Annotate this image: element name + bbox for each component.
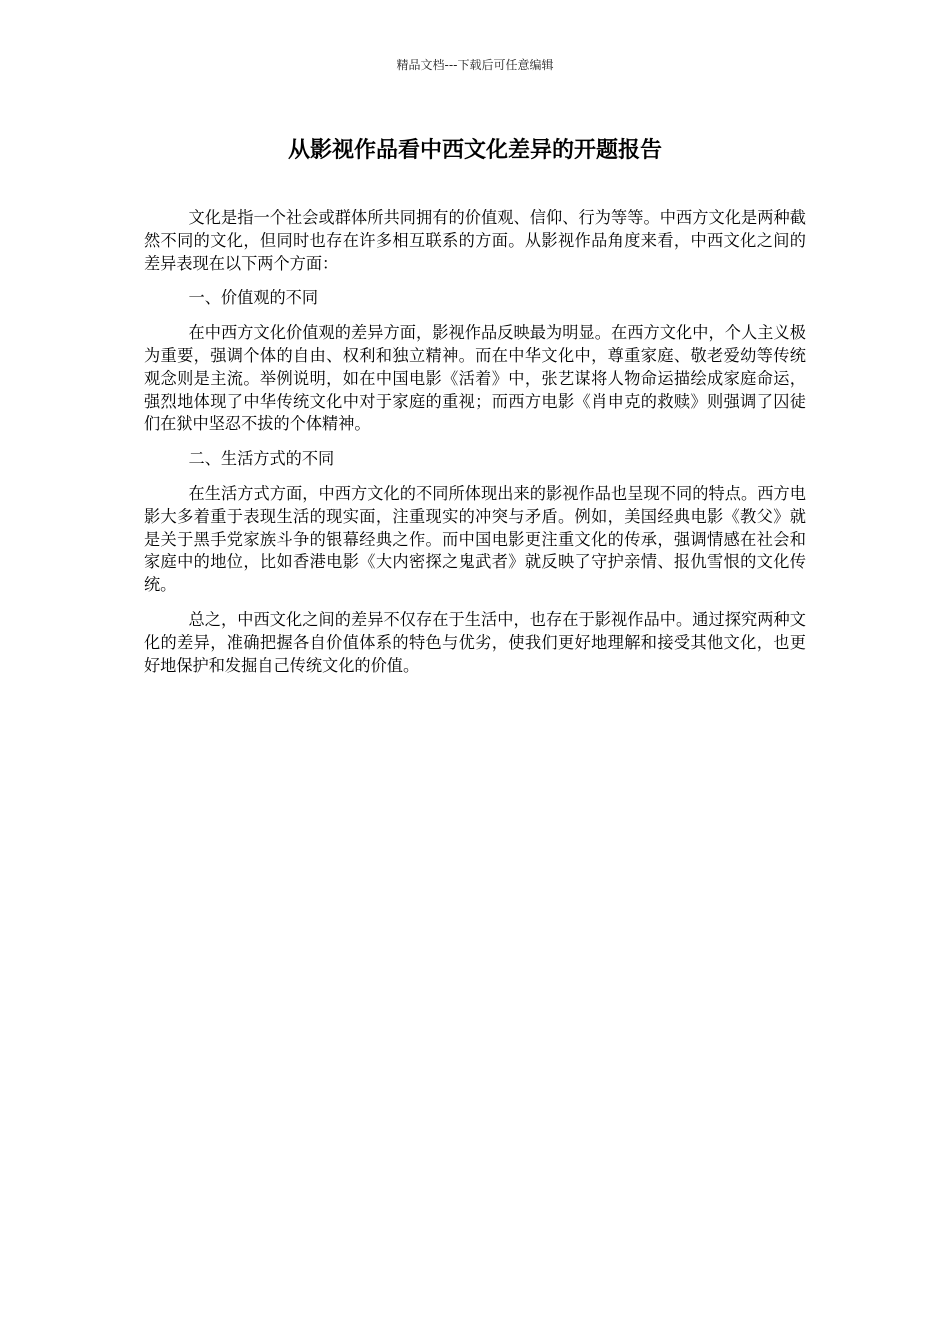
section-heading-lifestyle: 二、生活方式的不同: [188, 449, 335, 469]
intro-paragraph: 文化是指一个社会或群体所共同拥有的价值观、信仰、行为等等。中西方文化是两种截然不同的文化，但同时也存在许多相互联系的方面。从影视作品角度来看，中西文化之间的差异表现在以下两个方面：: [144, 208, 806, 273]
document-title: 从影视作品看中西文化差异的开题报告: [287, 138, 662, 163]
section-body-values: 在中西方文化价值观的差异方面，影视作品反映最为明显。在西方文化中，个人主义极为重要，强调个体的自由、权利和独立精神。而在中华文化中，尊重家庭、敬老爱幼等传统观念则是主流。举例说明，如在中国电影《活着》中，张艺谋将人物命运描绘成家庭命运，强烈地体现了中华传统文化中对于家庭的重视；而西方电影《肖申克的救赎》则强调了囚徒们在狱中坚忍不拔的个体精神。: [144, 323, 806, 434]
header-note: 精品文档---下载后可任意编辑: [396, 58, 554, 72]
conclusion-paragraph: 总之，中西文化之间的差异不仅存在于生活中，也存在于影视作品中。通过探究两种文化的差异，准确把握各自价值体系的特色与优劣，使我们更好地理解和接受其他文化，也更好地保护和发掘自己传统文化的价值。: [144, 609, 806, 675]
section-body-lifestyle: 在生活方式方面，中西方文化的不同所体现出来的影视作品也呈现不同的特点。西方电影大多着重于表现生活的现实面，注重现实的冲突与矛盾。例如，美国经典电影《教父》就是关于黑手党家族斗争的银幕经典之作。而中国电影更注重文化的传承，强调情感在社会和家庭中的地位，比如香港电影《大内密探之鬼武者》就反映了守护亲情、报仇雪恨的文化传统。: [144, 483, 806, 595]
document-body: [144, 207, 806, 689]
section-heading-values: 一、价值观的不同: [188, 288, 319, 308]
